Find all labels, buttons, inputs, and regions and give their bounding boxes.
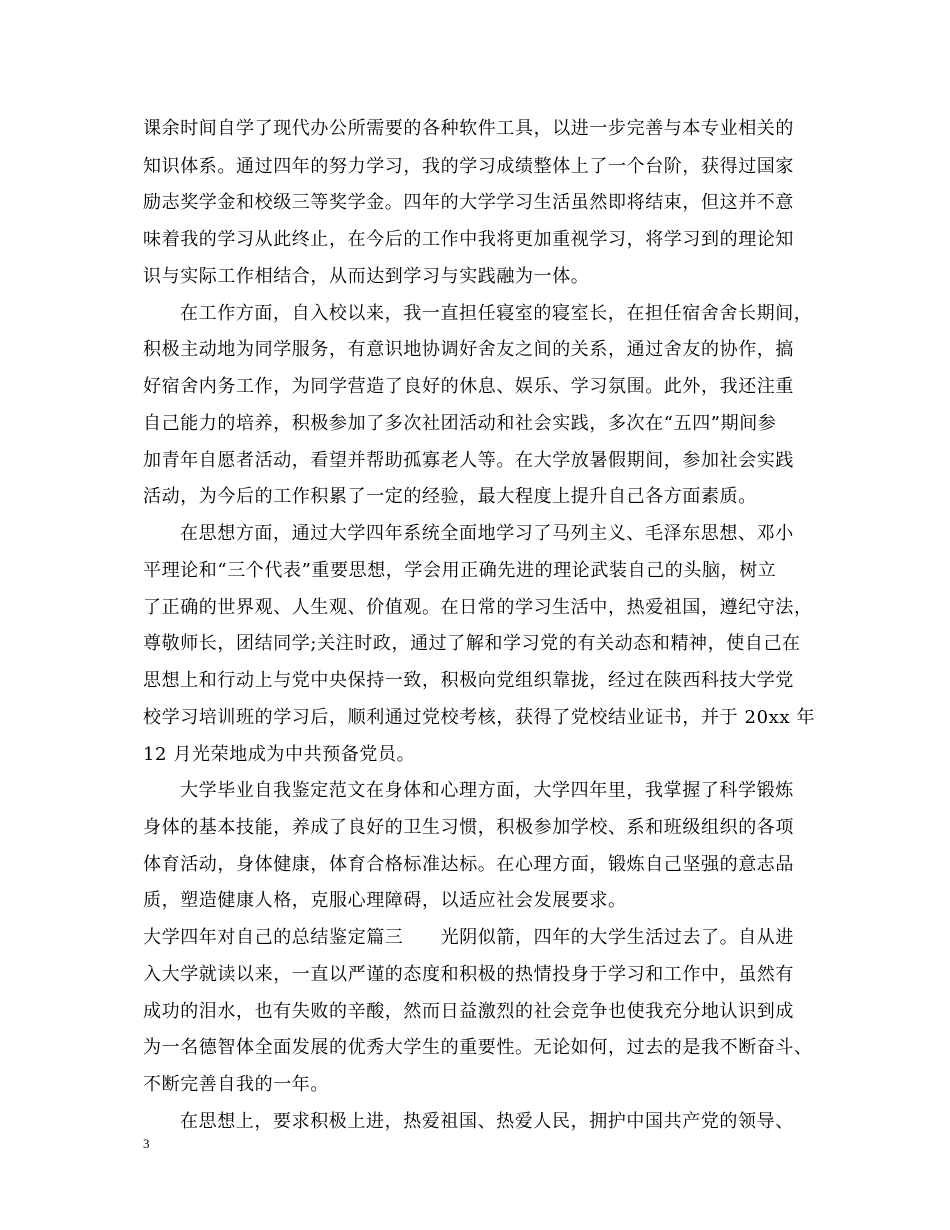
text-line-content: 在工作方面，自入校以来，我一直担任寝室的寝室长，在担任宿舍舍长期间，: [180, 303, 813, 324]
text-line-content: 入大学就读以来，一直以严谨的态度和积极的热情投身于学习和工作中，虽然有: [143, 964, 794, 985]
text-line-content: 大学毕业自我鉴定范文在身体和心理方面，大学四年里，我掌握了科学锻炼: [180, 780, 794, 801]
text-line-content: 在思想上，要求积极上进，热爱祖国、热爱人民，拥护中国共产党的领导、: [180, 1111, 794, 1132]
text-line-content: 活动，为今后的工作积累了一定的经验，最大程度上提升自己各方面素质。: [143, 486, 757, 507]
text-line-content: 校学习培训班的学习后，顺利通过党校考核，获得了党校结业证书，并于 20xx 年: [143, 707, 816, 728]
page-number: 3: [143, 1136, 150, 1151]
text-line-content: 课余时间自学了现代办公所需要的各种软件工具，以进一步完善与本专业相关的: [143, 118, 794, 139]
text-line-content: 体育活动，身体健康，体育合格标准达标。在心理方面，锻炼自己坚强的意志品: [143, 854, 794, 875]
text-line-content: 在思想方面，通过大学四年系统全面地学习了马列主义、毛泽东思想、邓小: [180, 523, 794, 544]
text-line-content: 自己能力的培养，积极参加了多次社团活动和社会实践，多次在“五四”期间参: [143, 413, 777, 434]
text-line-content: 12 月光荣地成为中共预备党员。: [143, 744, 416, 765]
text-line-content: 大学四年对自己的总结鉴定篇三 光阴似箭，四年的大学生活过去了。自从进: [143, 927, 794, 948]
text-line-content: 成功的泪水，也有失败的辛酸，然而日益激烈的社会竞争也使我充分地认识到成: [143, 1001, 794, 1022]
text-line-content: 识与实际工作相结合，从而达到学习与实践融为一体。: [143, 266, 590, 287]
text-line-content: 质，塑造健康人格，克服心理障碍，以适应社会发展要求。: [143, 890, 627, 911]
text-line-content: 平理论和“三个代表”重要思想，学会用正确先进的理论武装自己的头脑，树立: [143, 560, 777, 581]
text-line-content: 味着我的学习从此终止，在今后的工作中我将更加重视学习，将学习到的理论知: [143, 229, 794, 250]
text-line-content: 励志奖学金和校级三等奖学金。四年的大学学习生活虽然即将结束，但这并不意: [143, 192, 794, 213]
text-line-content: 加青年自愿者活动，看望并帮助孤寡老人等。在大学放暑假期间，参加社会实践: [143, 450, 794, 471]
text-line-content: 了正确的世界观、人生观、价值观。在日常的学习生活中，热爱祖国，遵纪守法，: [143, 597, 813, 618]
text-line-content: 尊敬师长，团结同学;关注时政，通过了解和学习党的有关动态和精神，使自己在: [143, 633, 801, 654]
text-line-content: 为一名德智体全面发展的优秀大学生的重要性。无论如何，过去的是我不断奋斗、: [143, 1037, 813, 1058]
text-line-content: 身体的基本技能，养成了良好的卫生习惯，积极参加学校、系和班级组织的各项: [143, 817, 794, 838]
text-line-content: 思想上和行动上与党中央保持一致，积极向党组织靠拢，经过在陕西科技大学党: [143, 670, 794, 691]
text-line-content: 积极主动地为同学服务，有意识地协调好舍友之间的关系，通过舍友的协作，搞: [143, 339, 794, 360]
text-line-content: 好宿舍内务工作，为同学营造了良好的休息、娱乐、学习氛围。此外，我还注重: [143, 376, 794, 397]
text-line-content: 不断完善自我的一年。: [143, 1074, 329, 1095]
text-line-content: 知识体系。通过四年的努力学习，我的学习成绩整体上了一个台阶，获得过国家: [143, 156, 794, 177]
